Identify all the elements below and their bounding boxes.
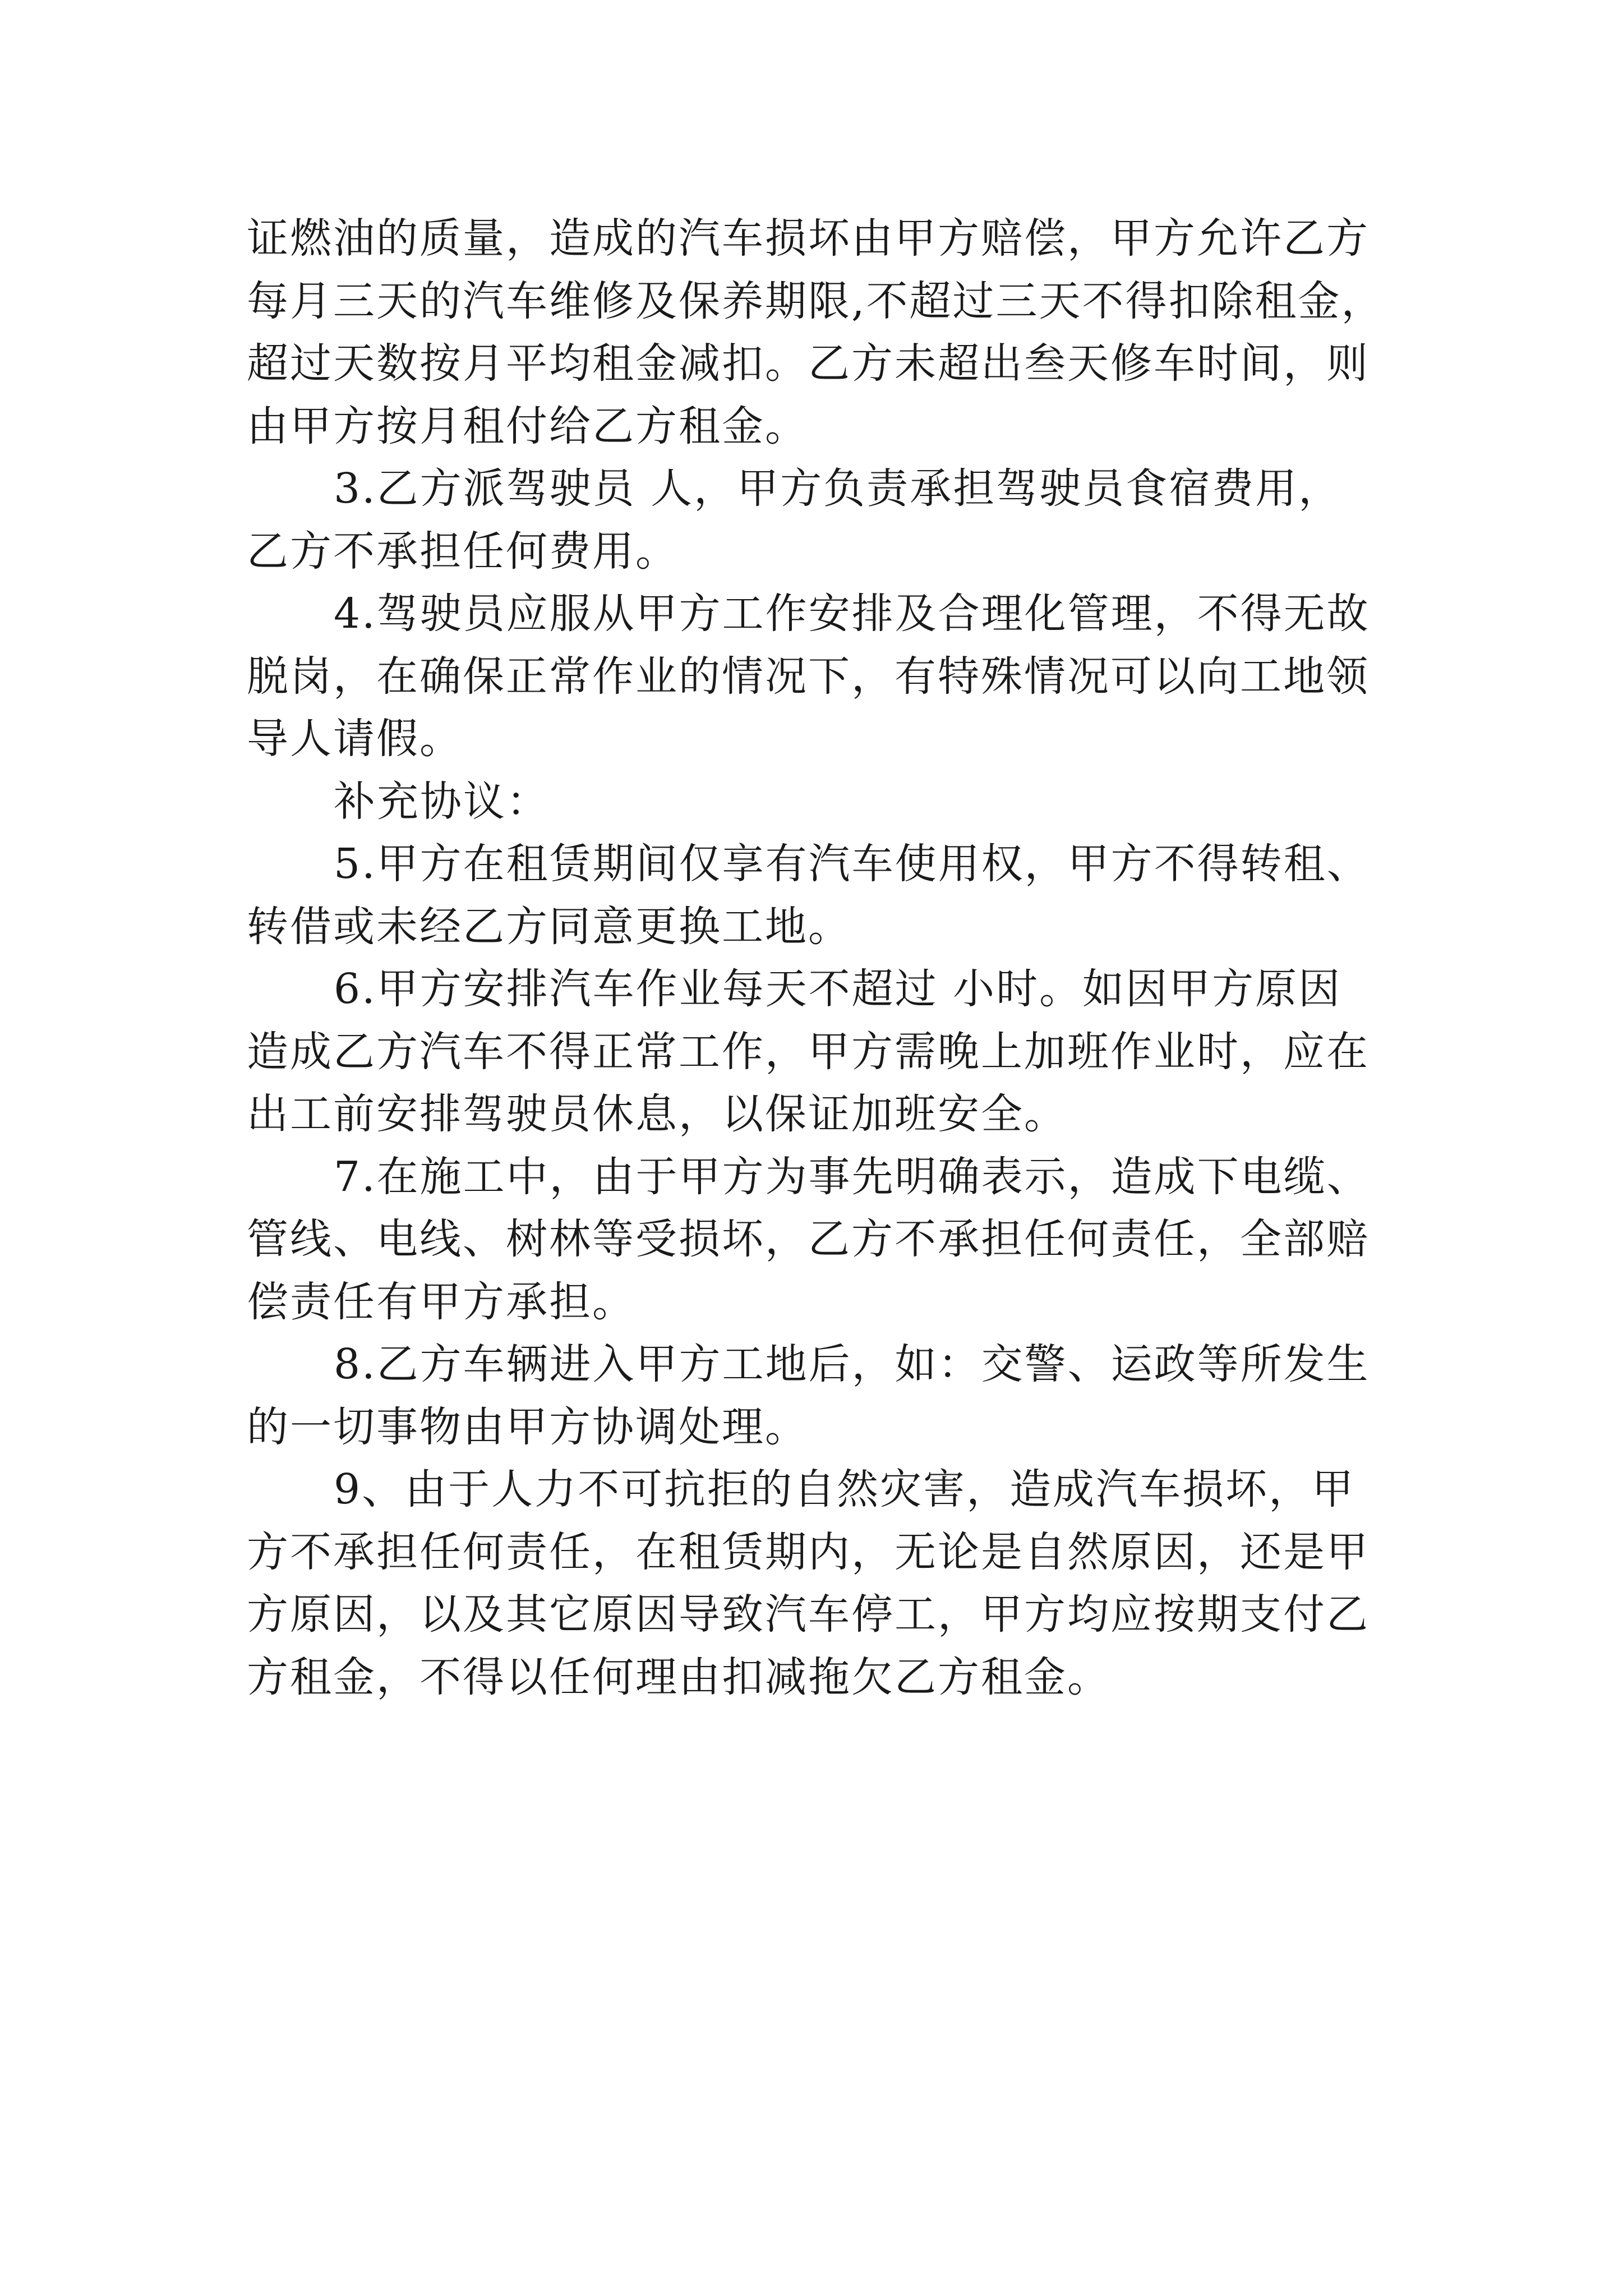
clause-8-start: 8.乙方车辆进入甲方工地后，如：交警、运政等所发生 — [334, 1340, 1370, 1388]
clause-7-start: 7.在施工中，由于甲方为事先明确表示，造成下电缆、 — [334, 1152, 1370, 1201]
text-line: 偿责任有甲方承担。 — [247, 1277, 635, 1326]
clause-9-start: 9、由于人力不可抗拒的自然灾害，造成汽车损坏，甲 — [334, 1465, 1355, 1513]
text-line: 方不承担任何责任，在租赁期内，无论是自然原因，还是甲 — [247, 1527, 1370, 1576]
text-line: 每月三天的汽车维修及保养期限,不超过三天不得扣除租金， — [247, 277, 1385, 325]
supplement-heading: 补充协议： — [334, 777, 550, 826]
text-line: 转借或未经乙方同意更换工地。 — [247, 902, 851, 951]
text-line: 方原因，以及其它原因导致汽车停工，甲方均应按期支付乙 — [247, 1590, 1370, 1639]
text-line: 超过天数按月平均租金减扣。乙方未超出叁天修车时间，则 — [247, 339, 1370, 388]
clause-4-start: 4.驾驶员应服从甲方工作安排及合理化管理，不得无故 — [334, 590, 1370, 638]
text-line: 由甲方按月租付给乙方租金。 — [247, 402, 808, 450]
text-line: 造成乙方汽车不得正常工作，甲方需晚上加班作业时，应在 — [247, 1027, 1370, 1076]
clause-6-start: 6.甲方安排汽车作业每天不超过 小时。如因甲方原因 — [334, 965, 1342, 1013]
document-body — [247, 208, 1458, 1709]
text-line: 的一切事物由甲方协调处理。 — [247, 1402, 808, 1451]
clause-5-start: 5.甲方在租赁期间仅享有汽车使用权，甲方不得转租、 — [334, 840, 1370, 888]
clause-3-start: 3.乙方派驾驶员 人，甲方负责承担驾驶员食宿费用， — [334, 464, 1342, 513]
text-line: 方租金，不得以任何理由扣减拖欠乙方租金。 — [247, 1653, 1110, 1701]
text-line: 导人请假。 — [247, 715, 463, 763]
text-line: 管线、电线、树林等受损坏，乙方不承担任何责任，全部赔 — [247, 1215, 1370, 1263]
text-line: 乙方不承担任何费用。 — [247, 527, 679, 576]
text-line: 出工前安排驾驶员休息，以保证加班安全。 — [247, 1090, 1067, 1138]
text-line: 脱岗，在确保正常作业的情况下，有特殊情况可以向工地领 — [247, 652, 1370, 701]
text-line: 证燃油的质量，造成的汽车损坏由甲方赔偿，甲方允许乙方 — [247, 214, 1370, 263]
